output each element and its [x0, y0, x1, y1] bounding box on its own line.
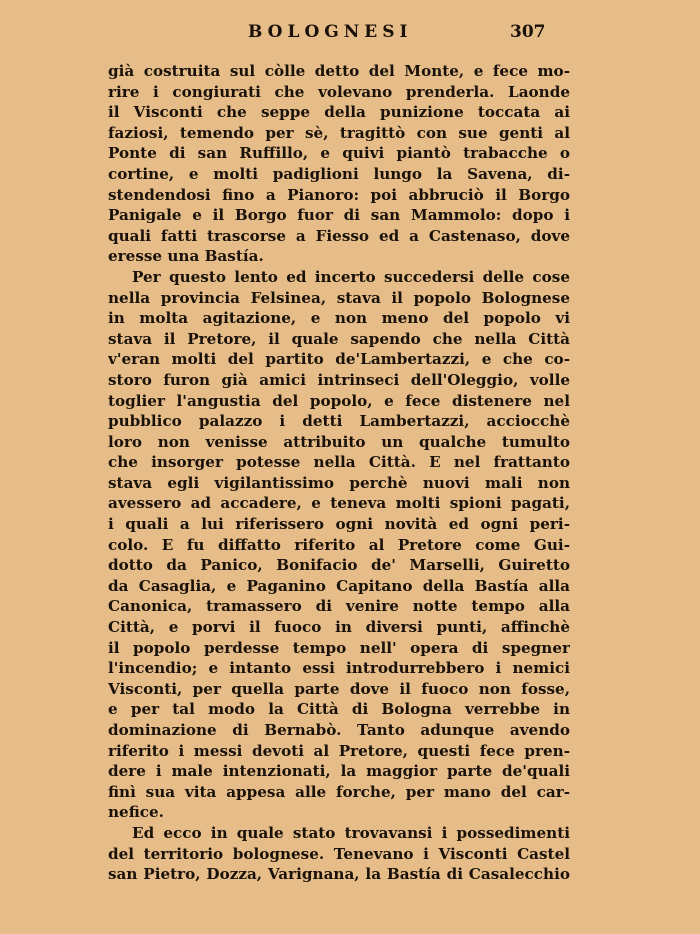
text-line: Panigale e il Borgo fuor di san Mammolo: dopo i	[108, 206, 570, 225]
text-line: avessero ad accadere, e teneva molti spioni pagati,	[108, 494, 570, 513]
text-line: e per tal modo la Città di Bologna verrebbe in	[108, 700, 570, 719]
running-head	[0, 22, 700, 48]
text-line: faziosi, temendo per sè, tragittò con sue genti al	[108, 123, 570, 142]
paragraph	[108, 823, 570, 885]
body-text	[108, 61, 570, 885]
page-number: 307	[510, 22, 546, 42]
text-line: stava il Pretore, il quale sapendo che nella Città	[108, 329, 570, 348]
text-line: colo. E fu diffatto riferito al Pretore come Gui-	[108, 535, 570, 554]
text-line: dominazione di Bernabò. Tanto adunque avendo	[108, 721, 570, 739]
text-line: dotto da Panico, Bonifacio de' Marselli, Guiretto	[108, 556, 570, 575]
text-line: Canonica, tramassero di venire notte tempo alla	[108, 597, 570, 616]
text-line: stava egli vigilantissimo perchè nuovi mali non	[108, 473, 570, 492]
text-line: stendendosi fino a Pianoro: poi abbruciò il Borgo	[108, 185, 570, 204]
text-line: san Pietro, Dozza, Varignana, la Bastía di Casalecchio	[108, 865, 570, 884]
text-line: Per questo lento ed incerto succedersi delle cose	[132, 267, 570, 286]
text-line: Visconti, per quella parte dove il fuoco non fosse,	[108, 679, 570, 698]
text-line: quali fatti trascorse a Fiesso ed a Castenaso, dove	[108, 226, 570, 245]
text-line: il popolo perdesse tempo nell' opera di spegner	[108, 638, 570, 657]
running-title: BOLOGNESI	[248, 22, 413, 42]
text-line: pubblico palazzo i detti Lambertazzi, acciocchè	[108, 412, 570, 431]
paragraph	[108, 61, 570, 267]
text-line: in molta agitazione, e non meno del popolo vi	[108, 309, 570, 328]
text-line: eresse una Bastía.	[108, 247, 264, 266]
text-line: nefice.	[108, 803, 164, 822]
text-line: loro non venisse attribuito un qualche tumulto	[108, 432, 570, 451]
text-line: nella provincia Felsinea, stava il popolo Bolognese	[108, 288, 570, 307]
text-line: riferito i messi devoti al Pretore, questi fece pren-	[108, 741, 570, 760]
text-line: cortine, e molti padiglioni lungo la Savena, di-	[108, 164, 570, 183]
text-line: che insorger potesse nella Città. E nel frattanto	[108, 453, 570, 472]
text-line: v'eran molti del partito de'Lambertazzi, e che co-	[108, 350, 570, 369]
text-line: già costruita sul còlle detto del Monte, e fece mo-	[108, 62, 570, 80]
text-line: dere i male intenzionati, la maggior parte de'quali	[108, 762, 570, 781]
text-line: finì sua vita appesa alle forche, per mano del car-	[108, 782, 570, 801]
text-line: rire i congiurati che volevano prenderla. Laonde	[108, 82, 570, 101]
text-line: del territorio bolognese. Tenevano i Visconti Castel	[108, 844, 570, 863]
text-line: da Casaglia, e Paganino Capitano della Bastía alla	[108, 576, 570, 595]
text-line: il Visconti che seppe della punizione toccata ai	[108, 103, 570, 122]
text-line: i quali a lui riferissero ogni novità ed ogni peri-	[108, 515, 570, 534]
text-line: Ed ecco in quale stato trovavansi i possedimenti	[132, 823, 570, 842]
text-line: storo furon già amici intrinseci dell'Oleggio, volle	[108, 370, 570, 389]
text-line: l'incendio; e intanto essi introdurrebbero i nemici	[108, 659, 570, 678]
text-line: toglier l'angustia del popolo, e fece distenere nel	[108, 391, 570, 410]
text-line: Città, e porvi il fuoco in diversi punti, affinchè	[108, 618, 570, 637]
paragraph	[108, 267, 570, 823]
text-line: Ponte di san Ruffillo, e quivi piantò trabacche o	[108, 144, 570, 163]
